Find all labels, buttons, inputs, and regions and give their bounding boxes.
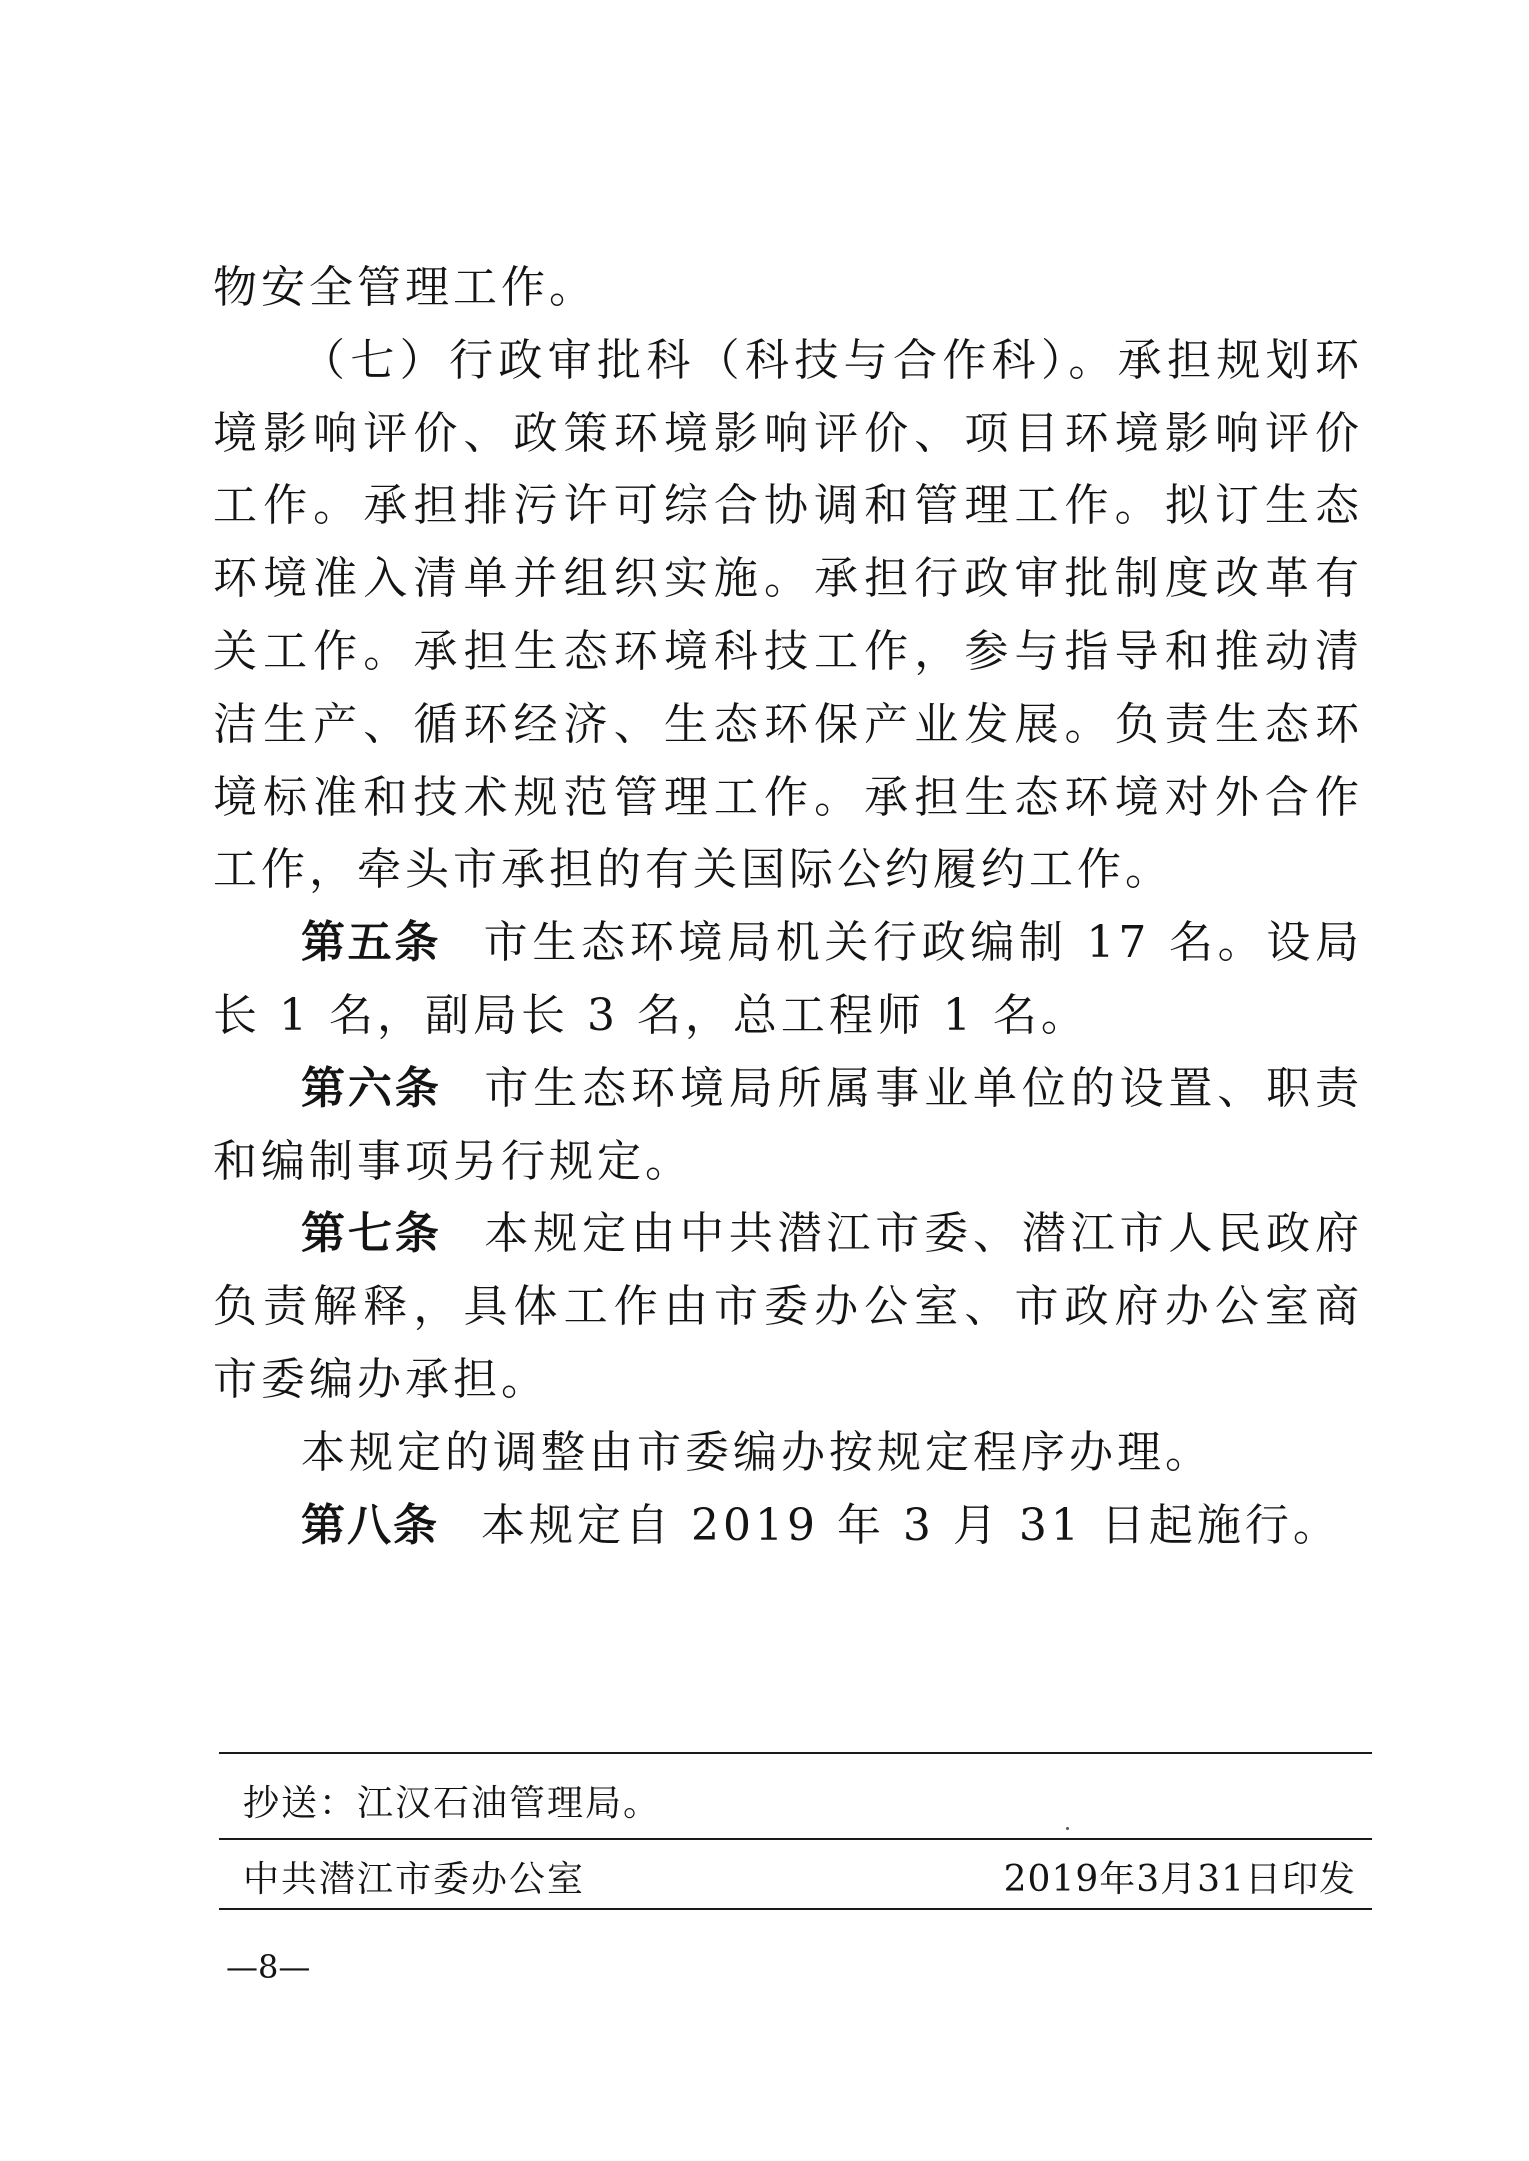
footer-top-rule [219,1752,1372,1754]
paragraph-adjustment-note [213,1417,1363,1490]
footer-bottom-rule [219,1908,1372,1910]
article-label: 第八条 [301,1499,439,1551]
article-text: 本规定由中共潜江市委、潜江市人民政府负责解释，具体工作由市委办公室、市政府办公室商市委编办承担。 [213,1208,1364,1405]
article-text: 本规定自 2019 年 3 月 31 日起施行。 [481,1499,1341,1551]
article-label: 第七条 [301,1208,442,1260]
issuer-name: 中共潜江市委办公室 [243,1859,586,1900]
paragraph-administrative-approval-section [213,325,1363,907]
paragraph-text: （七）行政审批科（科技与合作科）。承担规划环境影响评价、政策环境影响评价、项目环境影响评价工作。承担排污许可综合协调和管理工作。拟订生态环境准入清单并组织实施。承担行政审批制度改革有关工作。承担生态环境科技工作，参与指导和推动清洁生产、循环经济、生态环保产业发展。负责生态环境标准和技术规范管理工作。承担生态环境对外合作工作，牵头市承担的有关国际公约履约工作。 [213,334,1363,896]
article-label: 第六条 [301,1062,442,1114]
issue-date: 2019年3月31日印发 [1003,1859,1356,1900]
document-body [213,252,1363,1562]
cc-line: 抄送：江汉石油管理局。 [243,1783,662,1824]
article-7 [213,1198,1363,1416]
page-number: —8— [226,1948,311,1986]
article-label: 第五条 [301,917,442,969]
article-text: 市生态环境局机关行政编制 17 名。设局长 1 名，副局长 3 名，总工程师 1 名。 [213,917,1364,1041]
paragraph-continuation [213,252,1363,325]
scan-speck [1066,1827,1069,1830]
paragraph-text: 本规定的调整由市委编办按规定程序办理。 [301,1426,1213,1478]
paragraph-text: 物安全管理工作。 [213,262,597,313]
article-text: 市生态环境局所属事业单位的设置、职责和编制事项另行规定。 [213,1062,1364,1187]
article-6 [213,1053,1363,1199]
article-5 [213,907,1363,1053]
article-8 [213,1490,1363,1563]
footer-middle-rule [219,1838,1372,1840]
